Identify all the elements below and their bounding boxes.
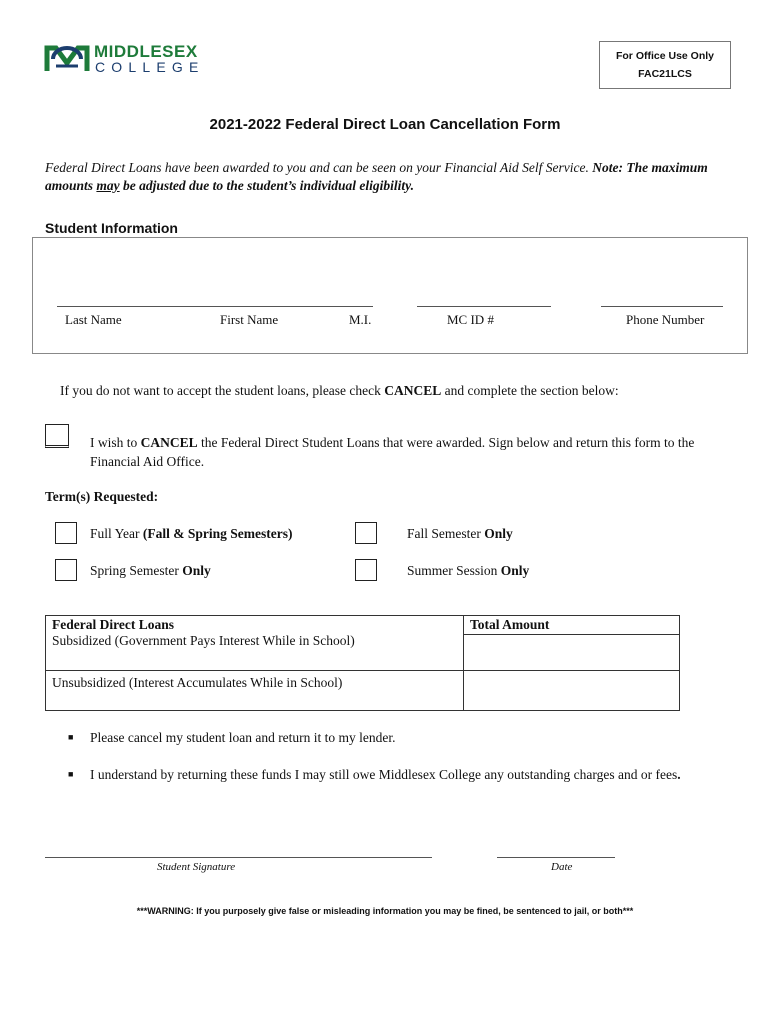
cancel-statement [90,433,740,471]
student-info-heading: Student Information [45,220,178,236]
fall-checkbox[interactable] [355,522,377,544]
unsubsidized-amount-cell[interactable] [464,671,680,711]
full-year-text: Full Year [90,526,143,541]
logo-name: MIDDLESEX [94,42,198,61]
bullet-text-2: I understand by returning these funds I may still owe Middlesex College any outstanding charges and or fees [90,767,678,782]
summer-label [407,563,529,579]
bullet-icon: ■ [68,732,74,742]
table-row [46,671,680,711]
table-header [46,616,464,671]
bullet-icon: ■ [68,769,74,779]
cancel-statement-end: the Federal Direct Student Loans that were awarded. Sign below and return this form to the Financial Aid Office. [90,435,695,469]
mcid-input-line[interactable] [417,306,551,307]
intro-may: may [96,178,120,193]
summer-checkbox[interactable] [355,559,377,581]
office-use-label: For Office Use Only [615,50,715,62]
list-item [68,726,396,749]
spring-text: Spring Semester [90,563,183,578]
date-line[interactable] [497,857,615,858]
intro-text: Federal Direct Loans have been awarded to you and can be seen on your Financial Aid Self Service. [45,160,593,175]
student-info-box [32,237,748,354]
student-signature-label: Student Signature [157,861,236,873]
last-name-label: Last Name [65,312,122,327]
intro-paragraph [45,159,735,195]
page-title: 2021-2022 Federal Direct Loan Cancellation Form [209,116,561,133]
loans-header: Federal Direct Loans [52,617,174,632]
spring-label [90,563,211,579]
spring-only: Only [182,563,211,578]
fall-label [407,526,513,542]
phone-input-line[interactable] [601,306,723,307]
logo-subtitle: COLLEGE [95,59,205,75]
phone-number-label: Phone Number [626,312,705,327]
terms-heading: Term(s) Requested: [45,489,159,504]
subsidized-amount-cell[interactable] [464,634,679,669]
student-signature-line[interactable] [45,857,432,858]
date-label: Date [551,861,573,873]
summer-text: Summer Session [407,563,501,578]
warning-text: ***WARNING: If you purposely give false or misleading information you may be fined, be sentenced to jail, or both*** [136,906,634,916]
cancel-instruction-end: and complete the section below: [441,383,619,398]
cancel-instruction-text: If you do not want to accept the student loans, please check [60,383,385,398]
form-code: FAC21LCS [638,68,692,80]
office-use-box [599,41,731,89]
cancel-statement-text: I wish to [90,435,141,450]
name-input-line[interactable] [57,306,373,307]
fall-only: Only [484,526,513,541]
full-year-label [90,526,293,542]
intro-note: Note: The maximum amounts [45,160,708,193]
spring-checkbox[interactable] [55,559,77,581]
intro-text-end: be adjusted due to the student’s individual eligibility. [119,178,415,193]
college-logo [44,42,214,78]
bullet-text-1: Please cancel my student loan and return it to my lender. [90,730,396,745]
cancel-statement-keyword: CANCEL [140,435,198,450]
table-row [46,616,680,671]
full-year-checkbox[interactable] [55,522,77,544]
cancel-checkbox[interactable] [45,424,69,448]
mc-id-label: MC ID # [447,312,494,327]
loans-table [45,615,680,711]
cancel-keyword: CANCEL [384,383,442,398]
cancel-instruction [60,383,619,399]
summer-only: Only [500,563,530,578]
middle-initial-label: M.I. [349,312,372,327]
full-year-detail: (Fall & Spring Semesters) [142,526,293,541]
list-item [68,763,730,786]
bullet-end: . [677,767,681,782]
fall-text: Fall Semester [407,526,485,541]
unsubsidized-cell: Unsubsidized (Interest Accumulates While in School) [46,671,464,711]
total-amount-header: Total Amount [470,617,550,632]
first-name-label: First Name [220,312,279,327]
subsidized-label: Subsidized (Government Pays Interest While in School) [52,633,355,648]
college-monogram-icon [44,44,90,74]
table-header [464,616,680,671]
